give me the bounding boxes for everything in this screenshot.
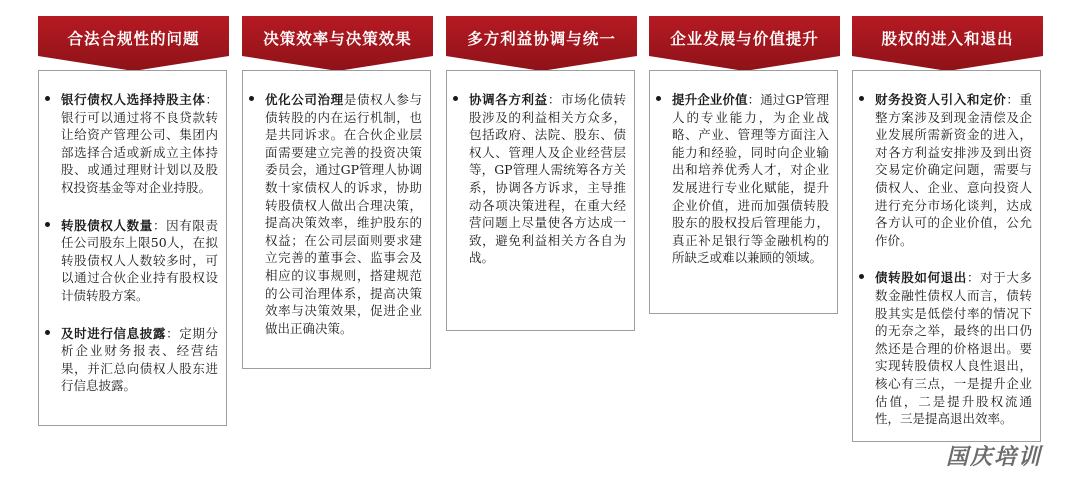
bullet-item: [45, 325, 218, 395]
column-content-box: [446, 70, 635, 331]
brand-logo: 国庆培训: [946, 445, 1043, 470]
bullet-label: 协调各方利益: [469, 92, 548, 107]
column-header: [446, 16, 637, 71]
bullet-item: [453, 91, 626, 267]
bullet-dot-icon: [45, 222, 50, 227]
column-4: [649, 16, 840, 266]
column-2: [242, 16, 433, 336]
bullet-label: 优化公司治理: [265, 92, 344, 107]
bullet-text: ：通过GP管理人的专业能力，为企业战略、产业、管理等方面注入能力和经验，同时向企业输出和培养优秀人才，对企业发展进行专业化赋能，提升企业价值，进而加强债转股股东的股权投后管理能力，真正补足银行等金融机构的所缺乏或难以兼顾的领域。: [672, 92, 829, 266]
bullet-dot-icon: [656, 96, 661, 101]
bullet-item: [859, 91, 1032, 249]
column-title: 决策效率与决策效果: [263, 30, 412, 48]
bullet-text: ：定期分析企业财务报表、经营结果，并汇总向债权人股东进行信息披露。: [61, 325, 218, 394]
bullet-item: [249, 91, 422, 337]
column-content-box: [649, 70, 838, 314]
bullet-text: ：对于大多数金融性债权人而言，债转股其实是低偿付率的情况下的无奈之举，最终的出口仍然还是合理的价格退出。要实现转股债权人良性退出，核心有三点，一是提升企业估值，二是提升股权流通性，三是提高退出效率。: [875, 270, 1032, 427]
bullet-label: 债转股如何退出: [875, 270, 967, 286]
column-1: [38, 16, 229, 394]
bullet-text: ：因有限责任公司股东上限50人，在拟转股债权人人数较多时，可以通过合伙企业持有股权设计债转股方案。: [61, 217, 218, 303]
column-5: [852, 16, 1043, 427]
bullet-label: 提升企业价值: [672, 92, 748, 107]
bullet-item: [45, 91, 218, 197]
column-content-box: [38, 70, 227, 426]
bullet-text: 是债权人参与债转股的内在运行机制，也是共同诉求。在合伙企业层面需要建立完善的投资决策委员会，通过GP管理人协调数十家债权人的诉求，协助转股债权人做出合理决策，提高决策效率，维护股东的权益；在公司层面则要求建立完善的董事会、监事会及相应的议事规则，搭建规范的公司治理体系，提高决策效率与决策效果，促进企业做出正确决策。: [265, 92, 422, 336]
column-title: 多方利益协调与统一: [467, 30, 616, 48]
bullet-dot-icon: [45, 330, 50, 335]
column-title: 股权的进入和退出: [881, 30, 1014, 48]
bullet-label: 转股债权人数量: [61, 217, 153, 233]
bullet-item: [45, 217, 218, 305]
column-content-box: [242, 70, 431, 369]
bullet-text: ：市场化债转股涉及的利益相关方众多，包括政府、法院、股东、债权人、管理人及企业经营层等，GP管理人需统筹各方关系，协调各方诉求，主导推动各项决策进程，在重大经营问题上尽量使各方达成一致，避免利益相关方各自为战。: [469, 92, 626, 266]
column-header: [242, 16, 433, 71]
column-header: [852, 16, 1043, 71]
bullet-label: 财务投资人引入和定价: [875, 92, 1007, 107]
column-header: [649, 16, 840, 71]
bullet-dot-icon: [859, 96, 864, 101]
bullet-dot-icon: [45, 96, 50, 101]
bullet-dot-icon: [453, 96, 458, 101]
bullet-text: ：重整方案涉及到现金清偿及企业发展所需新资金的进入，对各方利益安排涉及到出资交易定价确定问题，需要与债权人、企业、意向投资人进行充分市场化谈判，达成各方认可的企业价值，公允作价。: [875, 92, 1032, 248]
bullet-item: [656, 91, 829, 267]
bullet-label: 银行债权人选择持股主体: [61, 92, 206, 107]
column-content-box: [852, 70, 1041, 442]
bullet-dot-icon: [859, 274, 864, 279]
column-3: [446, 16, 637, 266]
bullet-dot-icon: [249, 96, 254, 101]
bullet-text: ：银行可以通过将不良贷款转让给资产管理公司、集团内部选择合适或新成立主体持股、或通过理财计划以及股权投资基金等对企业持股。: [61, 92, 218, 195]
column-title: 合法合规性的问题: [67, 30, 200, 48]
column-header: [38, 16, 229, 71]
bullet-label: 及时进行信息披露: [61, 325, 167, 341]
bullet-item: [859, 269, 1032, 427]
column-title: 企业发展与价值提升: [670, 30, 819, 48]
